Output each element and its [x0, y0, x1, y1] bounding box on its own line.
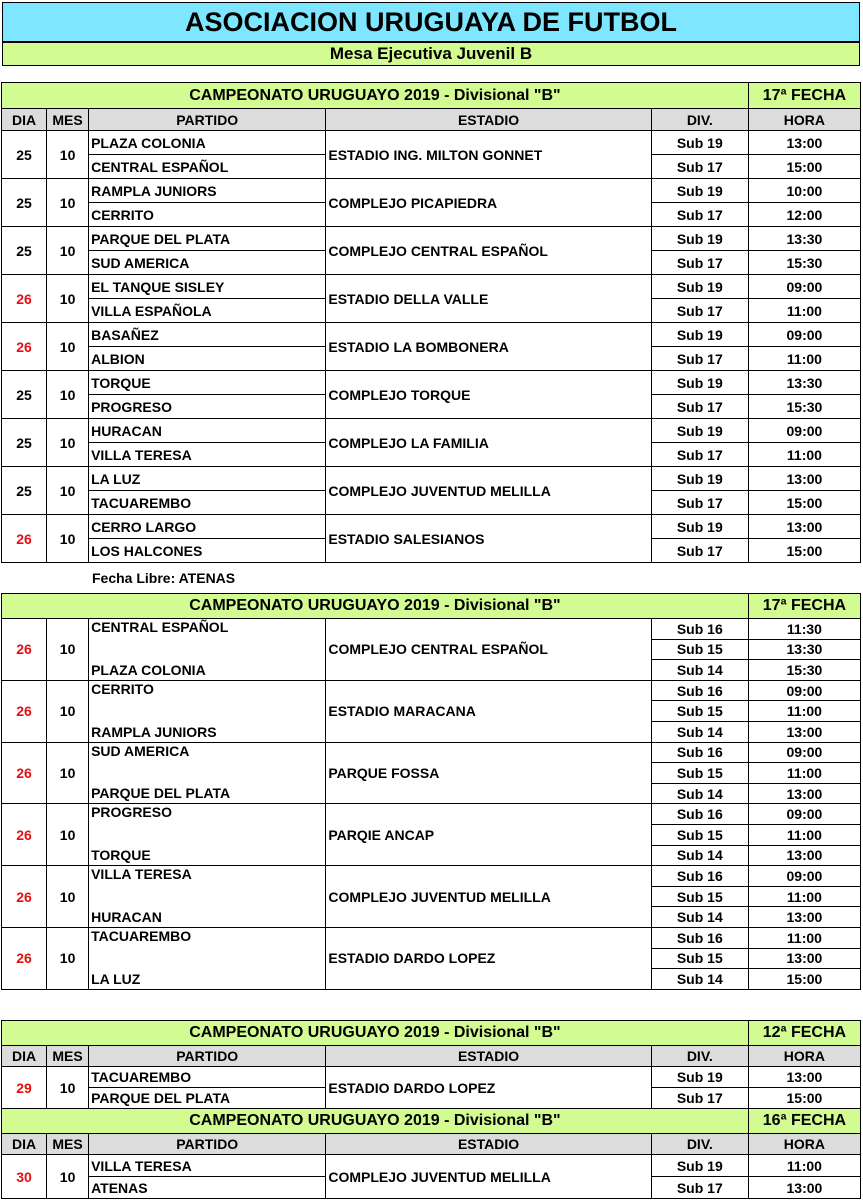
match-time: 13:00	[748, 131, 860, 155]
match-time: 13:00	[748, 515, 860, 539]
column-header-div: DIV.	[651, 109, 748, 131]
table-row	[2, 619, 861, 640]
division-label: Sub 16	[651, 680, 748, 701]
home-team: CERRO LARGO	[89, 515, 326, 539]
away-team: VILLA ESPAÑOLA	[89, 299, 326, 323]
column-header-partido: PARTIDO	[89, 1134, 326, 1155]
away-team: CERRITO	[89, 203, 326, 227]
match-time: 09:00	[748, 866, 860, 887]
division-label: Sub 15	[651, 701, 748, 722]
match-day: 29	[2, 1067, 47, 1109]
division-label: Sub 14	[651, 969, 748, 990]
match-time: 11:00	[748, 1155, 860, 1177]
match-month: 10	[47, 742, 89, 804]
division-label: Sub 14	[651, 783, 748, 804]
column-header-hora: HORA	[748, 109, 860, 131]
division-label: Sub 17	[651, 299, 748, 323]
match-time: 10:00	[748, 179, 860, 203]
match-time: 11:00	[748, 347, 860, 371]
division-label: Sub 14	[651, 721, 748, 742]
away-team: TORQUE	[89, 845, 326, 866]
match-day: 26	[2, 927, 47, 989]
away-team: ATENAS	[89, 1177, 326, 1199]
match-time: 13:00	[748, 721, 860, 742]
match-time: 09:00	[748, 680, 860, 701]
home-team: SUD AMERICA	[89, 742, 326, 763]
division-label: Sub 16	[651, 742, 748, 763]
column-header-estadio: ESTADIO	[326, 1134, 651, 1155]
page-subtitle: Mesa Ejecutiva Juvenil B	[2, 42, 860, 66]
division-label: Sub 19	[651, 419, 748, 443]
home-team: LA LUZ	[89, 467, 326, 491]
fecha-label: 12ª FECHA	[748, 1021, 860, 1046]
home-team: RAMPLA JUNIORS	[89, 179, 326, 203]
match-time: 09:00	[748, 804, 860, 825]
table-row	[2, 419, 861, 443]
match-time: 13:00	[748, 467, 860, 491]
match-day: 25	[2, 179, 47, 227]
column-header-hora: HORA	[748, 1134, 860, 1155]
column-header-dia: DIA	[2, 1134, 47, 1155]
match-month: 10	[47, 323, 89, 371]
section-header	[2, 1109, 861, 1134]
home-team: HURACAN	[89, 419, 326, 443]
match-day: 26	[2, 619, 47, 681]
table-row	[2, 227, 861, 251]
match-time: 13:00	[748, 1067, 860, 1088]
column-header-mes: MES	[47, 1046, 89, 1067]
stadium: COMPLEJO CENTRAL ESPAÑOL	[326, 619, 651, 681]
division-label: Sub 17	[651, 395, 748, 419]
home-team: VILLA TERESA	[89, 1155, 326, 1177]
division-label: Sub 15	[651, 639, 748, 660]
column-header-dia: DIA	[2, 1046, 47, 1067]
fixture-table-2	[1, 593, 861, 990]
stadium: COMPLEJO CENTRAL ESPAÑOL	[326, 227, 651, 275]
away-team: ALBION	[89, 347, 326, 371]
stadium: COMPLEJO PICAPIEDRA	[326, 179, 651, 227]
team-spacer	[89, 701, 326, 722]
division-label: Sub 17	[651, 155, 748, 179]
match-time: 15:00	[748, 155, 860, 179]
match-day: 25	[2, 227, 47, 275]
match-time: 13:00	[748, 948, 860, 969]
team-spacer	[89, 948, 326, 969]
away-team: SUD AMERICA	[89, 251, 326, 275]
division-label: Sub 19	[651, 179, 748, 203]
fecha-libre-note: Fecha Libre: ATENAS	[92, 570, 236, 586]
match-time: 09:00	[748, 419, 860, 443]
column-header-partido: PARTIDO	[89, 109, 326, 131]
match-day: 25	[2, 467, 47, 515]
match-month: 10	[47, 227, 89, 275]
match-time: 15:30	[748, 251, 860, 275]
division-label: Sub 15	[651, 763, 748, 784]
table-row	[2, 275, 861, 299]
away-team: PARQUE DEL PLATA	[89, 1088, 326, 1109]
division-label: Sub 16	[651, 866, 748, 887]
division-label: Sub 15	[651, 886, 748, 907]
column-header-mes: MES	[47, 109, 89, 131]
table-row	[2, 866, 861, 887]
match-day: 26	[2, 515, 47, 563]
match-month: 10	[47, 179, 89, 227]
division-label: Sub 17	[651, 251, 748, 275]
match-month: 10	[47, 1067, 89, 1109]
match-time: 13:00	[748, 783, 860, 804]
section-title: CAMPEONATO URUGUAYO 2019 - Divisional "B"	[2, 1109, 749, 1134]
section-header	[2, 83, 861, 109]
match-month: 10	[47, 467, 89, 515]
stadium: ESTADIO MARACANA	[326, 680, 651, 742]
division-label: Sub 19	[651, 275, 748, 299]
division-label: Sub 16	[651, 804, 748, 825]
match-month: 10	[47, 419, 89, 467]
match-time: 15:30	[748, 660, 860, 681]
away-team: LOS HALCONES	[89, 539, 326, 563]
home-team: CENTRAL ESPAÑOL	[89, 619, 326, 640]
stadium: ESTADIO LA BOMBONERA	[326, 323, 651, 371]
home-team: BASAÑEZ	[89, 323, 326, 347]
home-team: TORQUE	[89, 371, 326, 395]
away-team: PLAZA COLONIA	[89, 660, 326, 681]
stadium: PARQIE ANCAP	[326, 804, 651, 866]
column-header-partido: PARTIDO	[89, 1046, 326, 1067]
away-team: VILLA TERESA	[89, 443, 326, 467]
team-spacer	[89, 763, 326, 784]
match-time: 15:00	[748, 1088, 860, 1109]
division-label: Sub 19	[651, 131, 748, 155]
division-label: Sub 17	[651, 443, 748, 467]
division-label: Sub 14	[651, 907, 748, 928]
match-day: 25	[2, 131, 47, 179]
column-header-row	[2, 109, 861, 131]
section-header	[2, 1021, 861, 1046]
match-time: 15:30	[748, 395, 860, 419]
table-row	[2, 680, 861, 701]
division-label: Sub 16	[651, 619, 748, 640]
match-day: 25	[2, 419, 47, 467]
division-label: Sub 17	[651, 491, 748, 515]
stadium: COMPLEJO TORQUE	[326, 371, 651, 419]
column-header-row	[2, 1134, 861, 1155]
match-time: 11:30	[748, 619, 860, 640]
match-month: 10	[47, 680, 89, 742]
division-label: Sub 15	[651, 948, 748, 969]
table-row	[2, 467, 861, 491]
away-team: PROGRESO	[89, 395, 326, 419]
section-title: CAMPEONATO URUGUAYO 2019 - Divisional "B"	[2, 1021, 749, 1046]
match-time: 09:00	[748, 323, 860, 347]
match-time: 15:00	[748, 491, 860, 515]
division-label: Sub 17	[651, 1088, 748, 1109]
division-label: Sub 19	[651, 515, 748, 539]
column-header-estadio: ESTADIO	[326, 109, 651, 131]
match-month: 10	[47, 275, 89, 323]
match-time: 13:00	[748, 845, 860, 866]
fecha-label: 17ª FECHA	[748, 594, 860, 619]
fixture-table-1	[1, 82, 861, 563]
match-month: 10	[47, 619, 89, 681]
division-label: Sub 17	[651, 1177, 748, 1199]
stadium: ESTADIO DARDO LOPEZ	[326, 1067, 651, 1109]
column-header-div: DIV.	[651, 1134, 748, 1155]
match-month: 10	[47, 515, 89, 563]
match-month: 10	[47, 866, 89, 928]
match-month: 10	[47, 804, 89, 866]
match-month: 10	[47, 131, 89, 179]
column-header-row	[2, 1046, 861, 1067]
stadium: COMPLEJO JUVENTUD MELILLA	[326, 1155, 651, 1199]
home-team: PLAZA COLONIA	[89, 131, 326, 155]
match-month: 10	[47, 927, 89, 989]
column-header-dia: DIA	[2, 109, 47, 131]
stadium: ESTADIO SALESIANOS	[326, 515, 651, 563]
fecha-label: 17ª FECHA	[748, 83, 860, 109]
division-label: Sub 19	[651, 1155, 748, 1177]
table-row	[2, 927, 861, 948]
stadium: COMPLEJO JUVENTUD MELILLA	[326, 866, 651, 928]
match-time: 11:00	[748, 763, 860, 784]
match-time: 11:00	[748, 443, 860, 467]
column-header-mes: MES	[47, 1134, 89, 1155]
division-label: Sub 19	[651, 371, 748, 395]
column-header-hora: HORA	[748, 1046, 860, 1067]
section-header	[2, 594, 861, 619]
division-label: Sub 15	[651, 824, 748, 845]
team-spacer	[89, 824, 326, 845]
match-day: 26	[2, 804, 47, 866]
division-label: Sub 19	[651, 323, 748, 347]
match-time: 11:00	[748, 824, 860, 845]
team-spacer	[89, 886, 326, 907]
match-month: 10	[47, 1155, 89, 1199]
table-row	[2, 323, 861, 347]
home-team: VILLA TERESA	[89, 866, 326, 887]
match-day: 26	[2, 275, 47, 323]
match-time: 11:00	[748, 927, 860, 948]
match-time: 11:00	[748, 886, 860, 907]
match-time: 09:00	[748, 742, 860, 763]
match-day: 26	[2, 742, 47, 804]
away-team: PARQUE DEL PLATA	[89, 783, 326, 804]
fecha-label: 16ª FECHA	[748, 1109, 860, 1134]
match-time: 11:00	[748, 299, 860, 323]
division-label: Sub 14	[651, 845, 748, 866]
match-time: 15:00	[748, 969, 860, 990]
table-row	[2, 515, 861, 539]
stadium: PARQUE FOSSA	[326, 742, 651, 804]
home-team: TACUAREMBO	[89, 927, 326, 948]
table-row	[2, 1155, 861, 1177]
division-label: Sub 17	[651, 347, 748, 371]
table-row	[2, 371, 861, 395]
match-time: 13:00	[748, 1177, 860, 1199]
match-time: 12:00	[748, 203, 860, 227]
away-team: HURACAN	[89, 907, 326, 928]
match-time: 13:30	[748, 371, 860, 395]
column-header-estadio: ESTADIO	[326, 1046, 651, 1067]
match-time: 13:00	[748, 907, 860, 928]
division-label: Sub 17	[651, 203, 748, 227]
fixture-table-3	[1, 1020, 861, 1199]
team-spacer	[89, 639, 326, 660]
division-label: Sub 19	[651, 1067, 748, 1088]
table-row	[2, 131, 861, 155]
match-month: 10	[47, 371, 89, 419]
stadium: ESTADIO DARDO LOPEZ	[326, 927, 651, 989]
division-label: Sub 19	[651, 467, 748, 491]
stadium: ESTADIO DELLA VALLE	[326, 275, 651, 323]
page-title: ASOCIACION URUGUAYA DE FUTBOL	[2, 2, 860, 42]
stadium: COMPLEJO JUVENTUD MELILLA	[326, 467, 651, 515]
division-label: Sub 16	[651, 927, 748, 948]
match-time: 13:30	[748, 639, 860, 660]
away-team: TACUAREMBO	[89, 491, 326, 515]
home-team: PROGRESO	[89, 804, 326, 825]
table-row	[2, 804, 861, 825]
match-day: 25	[2, 371, 47, 419]
away-team: CENTRAL ESPAÑOL	[89, 155, 326, 179]
stadium: COMPLEJO LA FAMILIA	[326, 419, 651, 467]
match-day: 26	[2, 323, 47, 371]
away-team: LA LUZ	[89, 969, 326, 990]
home-team: EL TANQUE SISLEY	[89, 275, 326, 299]
division-label: Sub 14	[651, 660, 748, 681]
match-day: 26	[2, 680, 47, 742]
match-time: 15:00	[748, 539, 860, 563]
table-row	[2, 1067, 861, 1088]
division-label: Sub 17	[651, 539, 748, 563]
table-row	[2, 742, 861, 763]
match-day: 30	[2, 1155, 47, 1199]
match-time: 11:00	[748, 701, 860, 722]
section-title: CAMPEONATO URUGUAYO 2019 - Divisional "B"	[2, 83, 749, 109]
home-team: PARQUE DEL PLATA	[89, 227, 326, 251]
match-time: 13:30	[748, 227, 860, 251]
section-title: CAMPEONATO URUGUAYO 2019 - Divisional "B"	[2, 594, 749, 619]
away-team: RAMPLA JUNIORS	[89, 721, 326, 742]
division-label: Sub 19	[651, 227, 748, 251]
home-team: TACUAREMBO	[89, 1067, 326, 1088]
table-row	[2, 179, 861, 203]
home-team: CERRITO	[89, 680, 326, 701]
match-time: 09:00	[748, 275, 860, 299]
column-header-div: DIV.	[651, 1046, 748, 1067]
match-day: 26	[2, 866, 47, 928]
stadium: ESTADIO ING. MILTON GONNET	[326, 131, 651, 179]
